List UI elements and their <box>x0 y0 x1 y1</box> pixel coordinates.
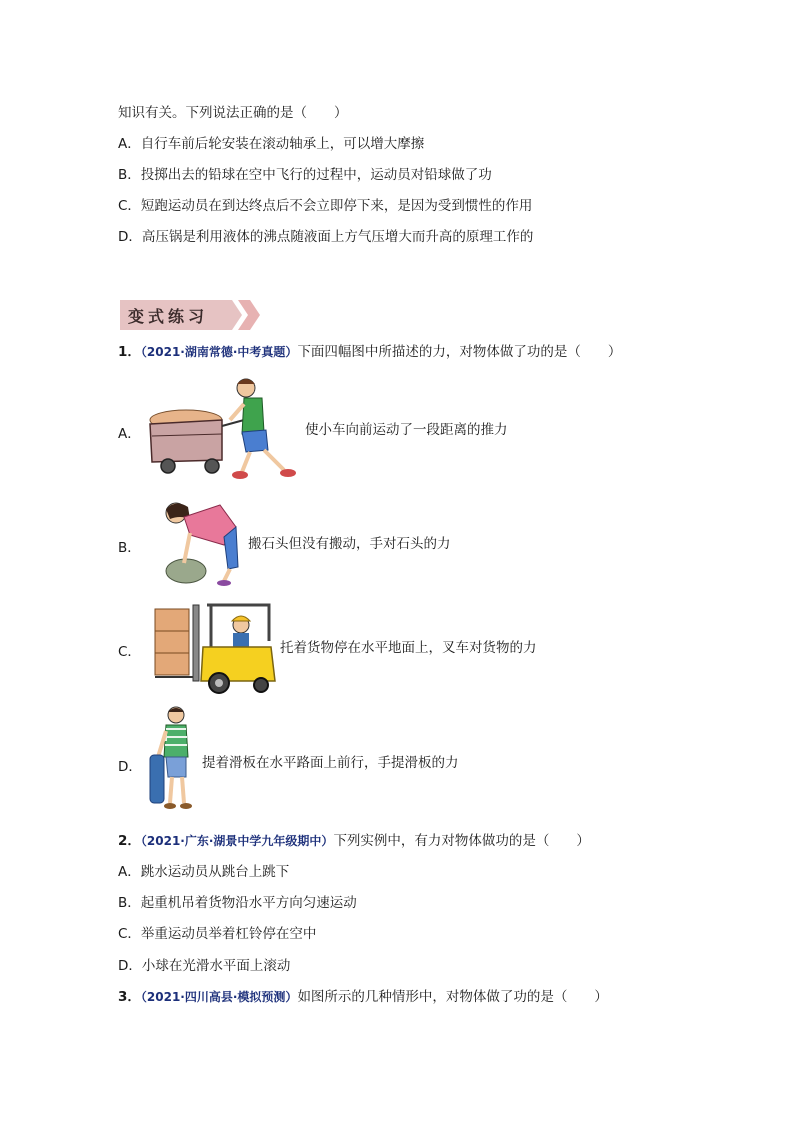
option-a: A．自行车前后轮安装在滚动轴承上，可以增大摩擦 <box>118 136 425 152</box>
q2-header <box>118 832 590 850</box>
q3-number: 3． <box>118 989 141 1005</box>
q1-header <box>118 343 621 361</box>
q2-option-b: B．起重机吊着货物沿水平方向匀速运动 <box>118 895 357 911</box>
skateboard-carry-image <box>148 705 200 815</box>
q1-option-c-text: 托着货物停在水平地面上，叉车对货物的力 <box>280 640 537 656</box>
section-banner <box>120 298 270 332</box>
q2-option-c: C．举重运动员举着杠铃停在空中 <box>118 926 317 942</box>
option-b: B．投掷出去的铅球在空中飞行的过程中，运动员对铅球做了功 <box>118 167 492 183</box>
option-d: D．高压锅是利用液体的沸点随液面上方气压增大而升高的原理工作的 <box>118 229 534 245</box>
lift-stone-image <box>150 497 248 587</box>
q1-source: （2021·湖南常德·中考真题） <box>140 345 298 359</box>
q1-number: 1． <box>118 344 141 360</box>
q3-stem: 如图所示的几种情形中，对物体做了功的是（ ） <box>297 989 608 1005</box>
q2-option-a: A．跳水运动员从跳台上跳下 <box>118 864 290 880</box>
q1-option-d-label: D． <box>118 759 142 775</box>
q3-header <box>118 988 608 1006</box>
q1-option-a-label: A． <box>118 426 141 442</box>
q2-stem: 下列实例中，有力对物体做功的是（ ） <box>333 833 590 849</box>
section-title: 变式练习 <box>128 307 209 326</box>
q1-option-a-text: 使小车向前运动了一段距离的推力 <box>305 422 508 438</box>
q2-number: 2． <box>118 833 141 849</box>
q1-option-b-text: 搬石头但没有搬动，手对石头的力 <box>248 536 451 552</box>
q2-source: （2021·广东·湖景中学九年级期中） <box>140 834 334 848</box>
q1-option-d-text: 提着滑板在水平路面上前行，手提滑板的力 <box>202 755 459 771</box>
question-stem-end: 知识有关。下列说法正确的是（ ） <box>118 105 348 121</box>
q1-option-b-label: B． <box>118 540 141 556</box>
q2-option-d: D．小球在光滑水平面上滚动 <box>118 958 291 974</box>
cart-push-image <box>146 376 304 480</box>
q3-source: （2021·四川高县·模拟预测） <box>140 990 298 1004</box>
q1-option-c-label: C． <box>118 644 141 660</box>
q1-stem: 下面四幅图中所描述的力，对物体做了功的是（ ） <box>297 344 622 360</box>
forklift-image <box>147 601 277 695</box>
option-c: C．短跑运动员在到达终点后不会立即停下来，是因为受到惯性的作用 <box>118 198 533 214</box>
